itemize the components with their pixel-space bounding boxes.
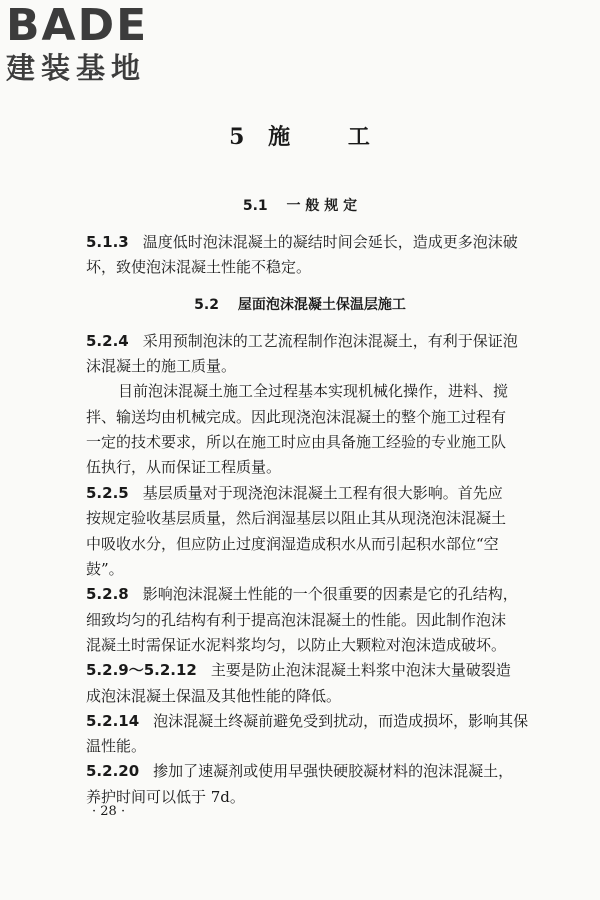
- text-line: [86, 710, 528, 732]
- clause-text: 泡沫混凝土终凝前避免受到扰动，而造成损坏，影响其保: [153, 712, 529, 730]
- logo: [6, 0, 176, 88]
- clause-text: 目前泡沫混凝土施工全过程基本实现机械化操作，进料、搅: [118, 382, 509, 400]
- section-title: 屋面泡沫混凝土保温层施工: [237, 297, 406, 313]
- text-line: [86, 507, 506, 529]
- clause-text: 混凝土时需保证水泥料浆均匀，以防止大颗粒对泡沫造成破坏。: [86, 636, 507, 654]
- section-number: 5.1: [242, 198, 268, 214]
- text-line: [86, 533, 499, 555]
- text-line: [86, 231, 518, 253]
- clause-text: 成泡沫混凝土保温及其他性能的降低。: [86, 687, 342, 705]
- text-line: [86, 583, 518, 605]
- clause-number: 5.2.20: [86, 762, 140, 780]
- clause-text: 主要是防止泡沫混凝土料浆中泡沫大量破裂造: [210, 661, 511, 679]
- clause-text: 养护时间可以低于 7d。: [86, 788, 245, 806]
- clause-number: 5.2.4: [86, 332, 129, 350]
- text-line: [86, 406, 506, 428]
- clause-text: 中吸收水分，但应防止过度润湿造成积水从而引起积水部位“空: [86, 535, 499, 553]
- clause-number: 5.2.5: [86, 484, 129, 502]
- chapter-title-char-1: 施: [268, 124, 292, 150]
- text-line: [86, 431, 506, 453]
- text-line: [86, 456, 281, 478]
- clause-text: 温性能。: [86, 737, 147, 755]
- clause-text: 影响泡沫混凝土性能的一个很重要的因素是它的孔结构，: [142, 585, 518, 603]
- text-line: [86, 482, 503, 504]
- chapter-title-char-2: 工: [347, 124, 371, 150]
- clause-text: 一定的技术要求，所以在施工时应由具备施工经验的专业施工队: [86, 433, 507, 451]
- clause-number: 5.2.14: [86, 712, 140, 730]
- section-title: 一 般 规 定: [286, 198, 358, 214]
- clause-text: 采用预制泡沫的工艺流程制作泡沫混凝土，有利于保证泡: [142, 332, 518, 350]
- clause-text: 拌、输送均由机械完成。因此现浇泡沫混凝土的整个施工过程有: [86, 408, 507, 426]
- clause-text: 温度低时泡沫混凝土的凝结时间会延长，造成更多泡沫破: [142, 233, 518, 251]
- page-number: · 28 ·: [92, 804, 126, 819]
- section-heading-5-2: [0, 294, 600, 314]
- logo-brand: BADE: [6, 0, 149, 51]
- chapter-number: 5: [229, 124, 246, 150]
- text-line: [86, 659, 511, 681]
- clause-number: 5.2.8: [86, 585, 129, 603]
- clause-text: 坏，致使泡沫混凝土性能不稳定。: [86, 258, 312, 276]
- clause-number: 5.1.3: [86, 233, 129, 251]
- clause-text: 掺加了速凝剂或使用早强快硬胶凝材料的泡沫混凝土，: [153, 762, 514, 780]
- chapter-title: [0, 120, 600, 151]
- text-line: [86, 558, 124, 580]
- clause-number: 5.2.9～5.2.12: [86, 661, 197, 679]
- clause-text: 按规定验收基层质量，然后润湿基层以阻止其从现浇泡沫混凝土: [86, 509, 507, 527]
- text-line: [86, 634, 506, 656]
- text-line: [86, 735, 146, 757]
- text-line: [86, 355, 236, 377]
- section-number: 5.2: [194, 297, 219, 313]
- clause-text: 伍执行，从而保证工程质量。: [86, 458, 282, 476]
- text-line: [118, 380, 508, 402]
- text-line: [86, 685, 341, 707]
- section-heading-5-1: [0, 195, 600, 215]
- clause-text: 鼓”。: [86, 560, 124, 578]
- clause-text: 基层质量对于现浇泡沫混凝土工程有很大影响。首先应: [142, 484, 503, 502]
- clause-text: 细致均匀的孔结构有利于提高泡沫混凝土的性能。因此制作泡沫: [86, 611, 507, 629]
- text-line: [86, 330, 518, 352]
- clause-text: 沫混凝土的施工质量。: [86, 357, 237, 375]
- text-line: [86, 609, 506, 631]
- logo-subtitle: 建装基地: [6, 51, 147, 85]
- text-line: [86, 760, 513, 782]
- text-line: [86, 256, 311, 278]
